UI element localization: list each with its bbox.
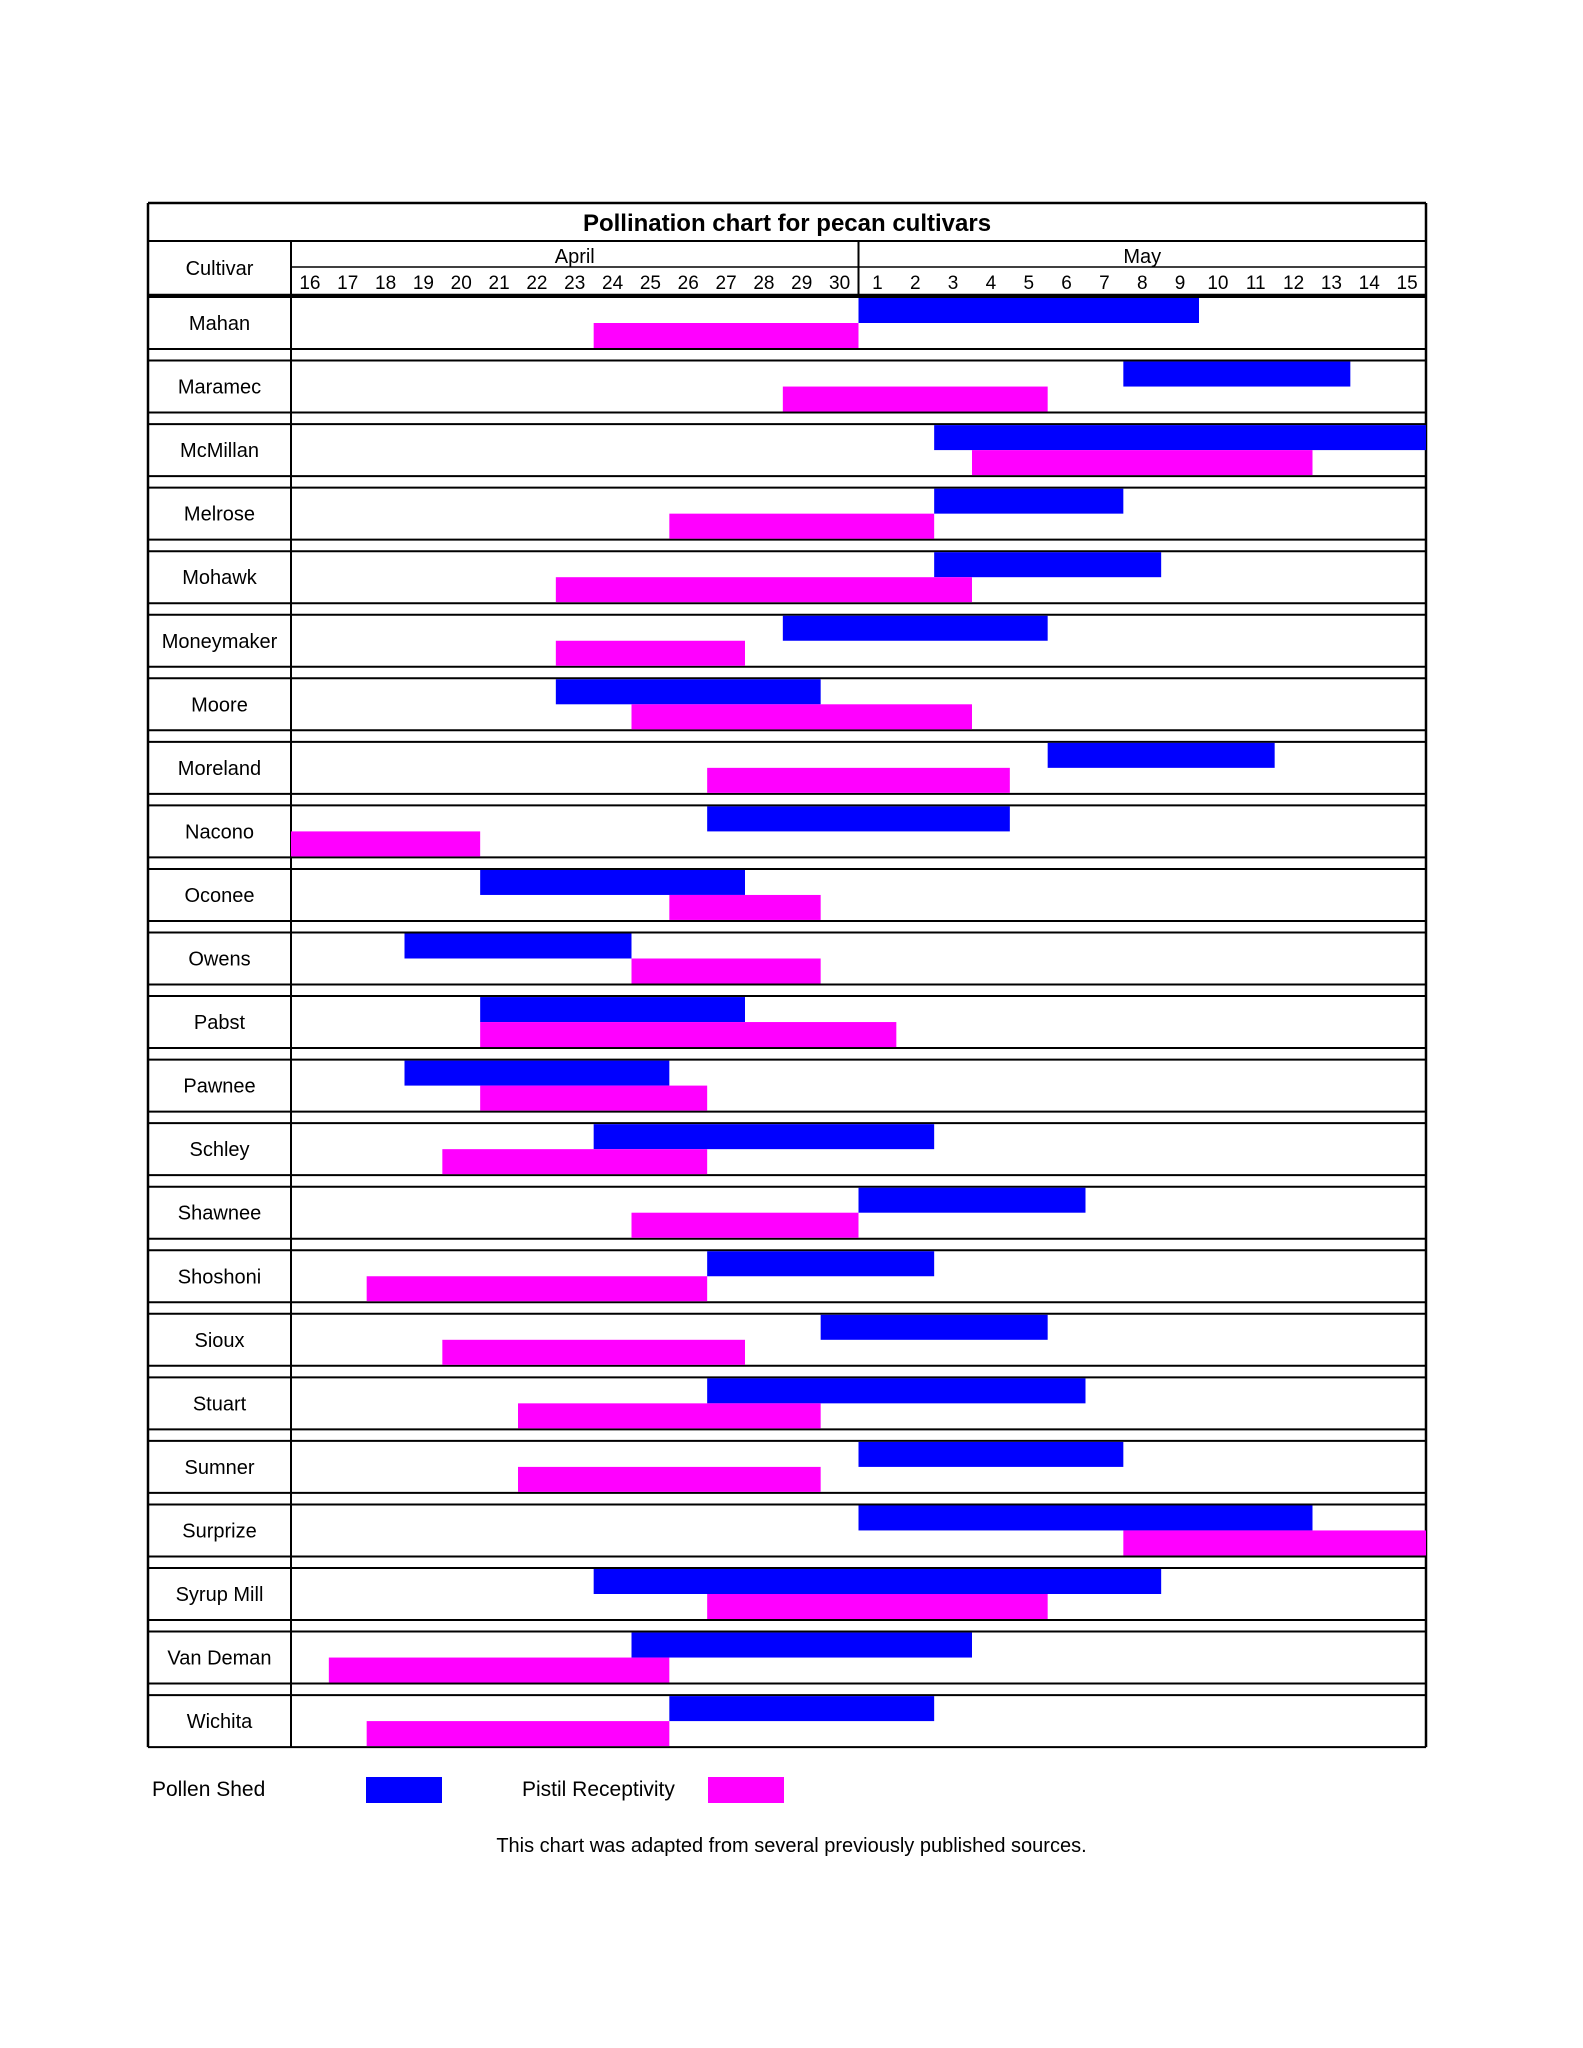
- cultivar-label: McMillan: [180, 440, 259, 463]
- day-tick-label: 28: [753, 273, 775, 294]
- pollen-shed-bar: [934, 552, 1161, 577]
- cultivar-label: Wichita: [186, 1711, 253, 1734]
- cultivar-label: Oconee: [184, 884, 255, 907]
- cultivar-label: Owens: [188, 948, 251, 971]
- legend-swatch-pistil-receptivity: [708, 1777, 784, 1803]
- pollen-shed-bar: [594, 1124, 935, 1149]
- cultivar-label: Pabst: [193, 1012, 246, 1035]
- pistil-receptivity-bar: [632, 1213, 859, 1238]
- day-tick-label: 3: [947, 273, 959, 294]
- day-tick-label: 25: [639, 273, 661, 294]
- pistil-receptivity-bar: [707, 1594, 1048, 1619]
- day-tick-label: 12: [1283, 273, 1305, 294]
- pistil-receptivity-bar: [594, 323, 859, 348]
- pistil-receptivity-bar: [707, 768, 1010, 793]
- day-tick-label: 6: [1061, 273, 1072, 294]
- legend-label-pistil-receptivity: Pistil Receptivity: [522, 1778, 675, 1801]
- day-tick-label: 2: [909, 273, 921, 294]
- chart-title: Pollination chart for pecan cultivars: [582, 210, 992, 237]
- pollen-shed-bar: [1048, 743, 1275, 768]
- cultivar-label: Van Deman: [167, 1647, 272, 1670]
- pollen-shed-bar: [783, 616, 1048, 641]
- pollen-shed-bar: [821, 1315, 1048, 1340]
- cultivar-label: Pawnee: [183, 1075, 256, 1098]
- month-label-may: May: [1123, 246, 1162, 268]
- cultivar-label: Mohawk: [182, 567, 257, 590]
- day-tick-label: 19: [412, 273, 434, 294]
- day-tick-label: 30: [829, 273, 851, 294]
- pollen-shed-bar: [934, 489, 1123, 514]
- cultivar-label: Stuart: [192, 1393, 247, 1416]
- day-tick-label: 5: [1023, 273, 1035, 294]
- pollen-shed-bar: [859, 1188, 1086, 1213]
- day-tick-label: 11: [1245, 273, 1266, 294]
- cultivar-label: Maramec: [177, 376, 262, 399]
- day-tick-label: 14: [1358, 273, 1380, 294]
- day-tick-label: 26: [677, 273, 699, 294]
- cultivar-header: Cultivar: [185, 258, 254, 280]
- pistil-receptivity-bar: [1123, 1530, 1426, 1555]
- day-tick-label: 29: [791, 273, 813, 294]
- pistil-receptivity-bar: [442, 1149, 707, 1174]
- pistil-receptivity-bar: [480, 1022, 896, 1047]
- pistil-receptivity-bar: [367, 1721, 670, 1746]
- day-tick-label: 22: [526, 273, 548, 294]
- cultivar-label: Surprize: [182, 1520, 257, 1543]
- cultivar-label: Nacono: [185, 821, 254, 844]
- pollen-shed-bar: [859, 298, 1200, 323]
- pistil-receptivity-bar: [783, 387, 1048, 412]
- day-tick-label: 9: [1174, 273, 1186, 294]
- day-tick-label: 16: [299, 273, 321, 294]
- cultivar-label: Syrup Mill: [175, 1584, 264, 1606]
- cultivar-label: Sumner: [184, 1456, 255, 1479]
- day-tick-label: 8: [1136, 273, 1148, 294]
- pollen-shed-bar: [480, 870, 745, 895]
- pistil-receptivity-bar: [367, 1276, 707, 1301]
- pistil-receptivity-bar: [480, 1086, 707, 1111]
- day-tick-label: 24: [602, 273, 624, 294]
- cultivar-label: Melrose: [183, 503, 256, 526]
- pollen-shed-bar: [405, 1061, 670, 1086]
- day-tick-label: 1: [872, 273, 883, 294]
- pollen-shed-bar: [405, 934, 632, 959]
- legend-label-pollen-shed: Pollen Shed: [152, 1778, 266, 1801]
- cultivar-label: Moreland: [177, 757, 262, 780]
- cultivar-label: Mahan: [188, 313, 251, 335]
- pistil-receptivity-bar: [632, 704, 973, 729]
- pistil-receptivity-bar: [442, 1340, 745, 1365]
- cultivar-label: Moneymaker: [161, 630, 278, 653]
- pistil-receptivity-bar: [972, 450, 1313, 475]
- day-tick-label: 13: [1320, 273, 1342, 294]
- pistil-receptivity-bar: [669, 895, 820, 920]
- cultivar-label: Schley: [189, 1139, 250, 1162]
- month-label-april: April: [554, 246, 595, 268]
- cultivar-label: Shawnee: [177, 1202, 262, 1225]
- source-note: This chart was adapted from several previously published sources.: [496, 1835, 1087, 1857]
- pollen-shed-bar: [934, 425, 1426, 450]
- pollen-shed-bar: [669, 1696, 934, 1721]
- pistil-receptivity-bar: [291, 831, 480, 856]
- pollen-shed-bar: [1123, 362, 1350, 387]
- day-tick-label: 10: [1207, 273, 1229, 294]
- cultivar-label: Shoshoni: [177, 1266, 262, 1289]
- pistil-receptivity-bar: [518, 1467, 821, 1492]
- day-tick-label: 15: [1396, 273, 1418, 294]
- chart-bars: [291, 298, 1426, 1746]
- pistil-receptivity-bar: [518, 1403, 821, 1428]
- cultivar-label: Moore: [191, 694, 248, 717]
- pollen-shed-bar: [859, 1442, 1124, 1467]
- pollen-shed-bar: [594, 1569, 1162, 1594]
- day-tick-label: 18: [375, 273, 397, 294]
- pollen-shed-bar: [556, 679, 821, 704]
- pollen-shed-bar: [480, 997, 745, 1022]
- pistil-receptivity-bar: [329, 1658, 670, 1683]
- pistil-receptivity-bar: [669, 514, 934, 539]
- day-tick-label: 20: [450, 273, 472, 294]
- pistil-receptivity-bar: [556, 641, 745, 666]
- pistil-receptivity-bar: [556, 577, 972, 602]
- day-tick-label: 17: [337, 273, 359, 294]
- pollen-shed-bar: [859, 1505, 1313, 1530]
- legend-swatch-pollen-shed: [366, 1777, 442, 1803]
- day-tick-label: 7: [1099, 273, 1110, 294]
- pistil-receptivity-bar: [632, 959, 821, 984]
- cultivar-label: Sioux: [194, 1329, 245, 1352]
- day-tick-label: 21: [488, 273, 510, 294]
- day-tick-label: 23: [564, 273, 586, 294]
- pollen-shed-bar: [707, 1251, 934, 1276]
- day-tick-label: 27: [715, 273, 737, 294]
- day-tick-label: 4: [985, 273, 997, 294]
- pollen-shed-bar: [707, 806, 1010, 831]
- pollen-shed-bar: [707, 1378, 1085, 1403]
- pollen-shed-bar: [632, 1633, 973, 1658]
